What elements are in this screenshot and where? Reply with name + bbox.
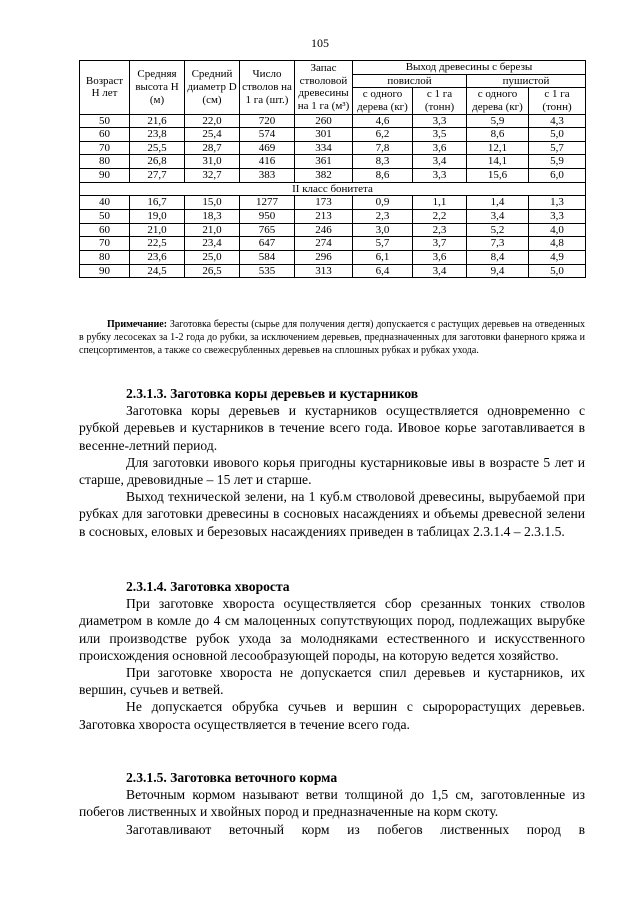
header-yield-group: Выход древесины с березы (353, 61, 586, 75)
table-cell: 8,3 (353, 155, 413, 169)
header-stock-label: Запас стволовой древесины на 1 га (м³) (297, 62, 350, 112)
table-cell: 313 (295, 264, 353, 278)
table-cell: 8,6 (353, 169, 413, 183)
header-downy-per-ha: с 1 га (тонн) (529, 88, 586, 114)
table-cell: 260 (295, 114, 353, 128)
paragraph: Заготавливают веточный корм из побегов лиственных пород в (126, 821, 585, 837)
table-body-class-2 (80, 196, 586, 278)
header-diameter: Средний диаметр D (см) (185, 61, 240, 115)
table-cell: 4,9 (529, 250, 586, 264)
table-row (80, 237, 586, 251)
header-drooping-per-tree: с одного дерева (кг) (353, 88, 413, 114)
table-cell: 5,9 (529, 155, 586, 169)
table-cell: 80 (80, 250, 130, 264)
table-cell: 5,2 (467, 223, 529, 237)
table-cell: 23,4 (185, 237, 240, 251)
table-cell: 90 (80, 264, 130, 278)
table-cell: 60 (80, 223, 130, 237)
table-cell: 7,3 (467, 237, 529, 251)
header-age: Возраст H лет (80, 61, 130, 115)
table-cell: 6,0 (529, 169, 586, 183)
table-cell: 3,3 (529, 210, 586, 224)
table-cell: 26,5 (185, 264, 240, 278)
table-row (80, 223, 586, 237)
table-cell: 12,1 (467, 141, 529, 155)
table-cell: 50 (80, 210, 130, 224)
table-note (79, 318, 585, 357)
header-downy-birch: пушистой (467, 74, 586, 88)
header-drooping-birch: повислой (353, 74, 467, 88)
table-cell: 4,8 (529, 237, 586, 251)
paragraph: При заготовке хвороста не допускается спил деревьев и кустарников, их вершин, сучьев и ветвей. (79, 665, 585, 698)
table-cell: 274 (295, 237, 353, 251)
table-cell: 765 (240, 223, 295, 237)
table-cell: 15,6 (467, 169, 529, 183)
section-heading: 2.3.1.4. Заготовка хвороста (126, 579, 290, 594)
section-bark (79, 385, 585, 540)
table-cell: 361 (295, 155, 353, 169)
table-cell: 2,2 (413, 210, 467, 224)
paragraph: Выход технической зелени, на 1 куб.м стволовой древесины, вырубаемой при рубках для заготовки древесины в сосновых насаждениях и объемы древесной зелени в сосновых, еловых и березовых насаждениях приведен в таблицах 2.3.1.4 – 2.3.1.5. (79, 489, 585, 539)
table-cell: 3,3 (413, 169, 467, 183)
birch-bark-yield-table (79, 60, 586, 278)
table-cell: 26,8 (130, 155, 185, 169)
table-cell: 3,5 (413, 128, 467, 142)
table-row (80, 210, 586, 224)
table-cell: 50 (80, 114, 130, 128)
table-cell: 213 (295, 210, 353, 224)
table-cell: 32,7 (185, 169, 240, 183)
table-cell: 535 (240, 264, 295, 278)
table-cell: 40 (80, 196, 130, 210)
table-cell: 9,4 (467, 264, 529, 278)
table-row (80, 155, 586, 169)
table-cell: 7,8 (353, 141, 413, 155)
paragraph: Для заготовки ивового корья пригодны кустарниковые ивы в возрасте 5 лет и старше, древовидные – 15 лет и старше. (79, 454, 585, 488)
table-body-class-1 (80, 114, 586, 182)
table-cell: 469 (240, 141, 295, 155)
table-row (80, 264, 586, 278)
table-cell: 950 (240, 210, 295, 224)
table-cell: 6,4 (353, 264, 413, 278)
section-brushwood (79, 578, 585, 733)
table-cell: 23,8 (130, 128, 185, 142)
table-cell: 647 (240, 237, 295, 251)
header-height: Средняя высота H (м) (130, 61, 185, 115)
table-cell: 416 (240, 155, 295, 169)
table-cell: 5,7 (529, 141, 586, 155)
page-number: 105 (311, 36, 329, 50)
table-cell: 23,6 (130, 250, 185, 264)
table-cell: 2,3 (413, 223, 467, 237)
table-row (80, 169, 586, 183)
table-cell: 24,5 (130, 264, 185, 278)
table-cell: 31,0 (185, 155, 240, 169)
table-cell: 6,2 (353, 128, 413, 142)
header-drooping-per-ha: с 1 га (тонн) (413, 88, 467, 114)
paragraph: При заготовке хвороста осуществляется сбор срезанных тонких стволов диаметром в комле до 4 см малоценных сопутствующих пород, подлежащих вырубке или производстве рубок ухода за молодняками естественного и искусственного происхождения основной лесообразующей породы, на которую ведется хозяйство. (79, 596, 585, 663)
table-cell: 301 (295, 128, 353, 142)
table-cell: 2,3 (353, 210, 413, 224)
note-text: Заготовка бересты (сырье для получения дегтя) допускается с растущих деревьев на отведенных в рубку лесосеках за 1-2 года до рубки, за исключением деревьев, предназначенных для заготовки фанерного кряжа и спецсортиментов, а также со свежесрубленных деревьев на сплошных рубках и рубках ухода. (79, 319, 585, 356)
table-cell: 3,6 (413, 250, 467, 264)
table-cell: 21,0 (185, 223, 240, 237)
table-cell: 3,4 (413, 264, 467, 278)
table-cell: 18,3 (185, 210, 240, 224)
table-cell: 1277 (240, 196, 295, 210)
table-cell: 27,7 (130, 169, 185, 183)
table-cell: 25,4 (185, 128, 240, 142)
table-cell: 4,3 (529, 114, 586, 128)
table-cell: 16,7 (130, 196, 185, 210)
table-row (80, 128, 586, 142)
table-cell: 720 (240, 114, 295, 128)
table-cell: 19,0 (130, 210, 185, 224)
header-downy-per-tree: с одного дерева (кг) (467, 88, 529, 114)
table-cell: 173 (295, 196, 353, 210)
table-cell: 14,1 (467, 155, 529, 169)
table-cell: 5,0 (529, 128, 586, 142)
table-cell: 246 (295, 223, 353, 237)
table-cell: 0,9 (353, 196, 413, 210)
note-label: Примечание: (107, 319, 168, 330)
table-cell: 22,5 (130, 237, 185, 251)
table-cell: 22,0 (185, 114, 240, 128)
table-cell: 8,6 (467, 128, 529, 142)
table-cell: 3,0 (353, 223, 413, 237)
table-cell: 25,0 (185, 250, 240, 264)
table-cell: 21,6 (130, 114, 185, 128)
class-bonitet-label: II класс бонитета (80, 182, 586, 196)
table-cell: 3,4 (413, 155, 467, 169)
table-cell: 90 (80, 169, 130, 183)
table-cell: 3,3 (413, 114, 467, 128)
table-cell: 6,1 (353, 250, 413, 264)
table-cell: 5,7 (353, 237, 413, 251)
table-cell: 60 (80, 128, 130, 142)
header-stock (295, 61, 353, 115)
table-row (80, 114, 586, 128)
table-cell: 3,6 (413, 141, 467, 155)
table-cell: 296 (295, 250, 353, 264)
paragraph: Веточным кормом называют ветви толщиной до 1,5 см, заготовленные из побегов лиственных и хвойных пород и предназначенные на корм скоту. (79, 787, 585, 820)
table-cell: 4,0 (529, 223, 586, 237)
table-cell: 334 (295, 141, 353, 155)
table-cell: 70 (80, 141, 130, 155)
section-heading: 2.3.1.3. Заготовка коры деревьев и кустарников (126, 386, 419, 401)
table-cell: 574 (240, 128, 295, 142)
table-cell: 3,4 (467, 210, 529, 224)
section-twig-fodder (79, 769, 585, 838)
paragraph: Заготовка коры деревьев и кустарников осуществляется одновременно с рубкой деревьев и кустарников в течение всего года. Ивовое корье заготавливается в весенне-летний период. (79, 403, 585, 453)
table-row (80, 250, 586, 264)
table-cell: 80 (80, 155, 130, 169)
table-cell: 3,7 (413, 237, 467, 251)
table-cell: 5,9 (467, 114, 529, 128)
section-heading: 2.3.1.5. Заготовка веточного корма (126, 770, 338, 785)
table-cell: 4,6 (353, 114, 413, 128)
table-cell: 584 (240, 250, 295, 264)
table-cell: 25,5 (130, 141, 185, 155)
table-cell: 21,0 (130, 223, 185, 237)
table-row (80, 141, 586, 155)
paragraph: Не допускается обрубка сучьев и вершин с сыророрастущих деревьев. Заготовка хвороста осуществляется в течение всего года. (79, 699, 585, 732)
table-cell: 8,4 (467, 250, 529, 264)
table-cell: 70 (80, 237, 130, 251)
table-cell: 382 (295, 169, 353, 183)
table-cell: 28,7 (185, 141, 240, 155)
table-cell: 1,3 (529, 196, 586, 210)
table-cell: 383 (240, 169, 295, 183)
table-cell: 5,0 (529, 264, 586, 278)
table-cell: 1,1 (413, 196, 467, 210)
header-stems: Число стволов на 1 га (шт.) (240, 61, 295, 115)
table-cell: 15,0 (185, 196, 240, 210)
table-row (80, 196, 586, 210)
table-cell: 1,4 (467, 196, 529, 210)
